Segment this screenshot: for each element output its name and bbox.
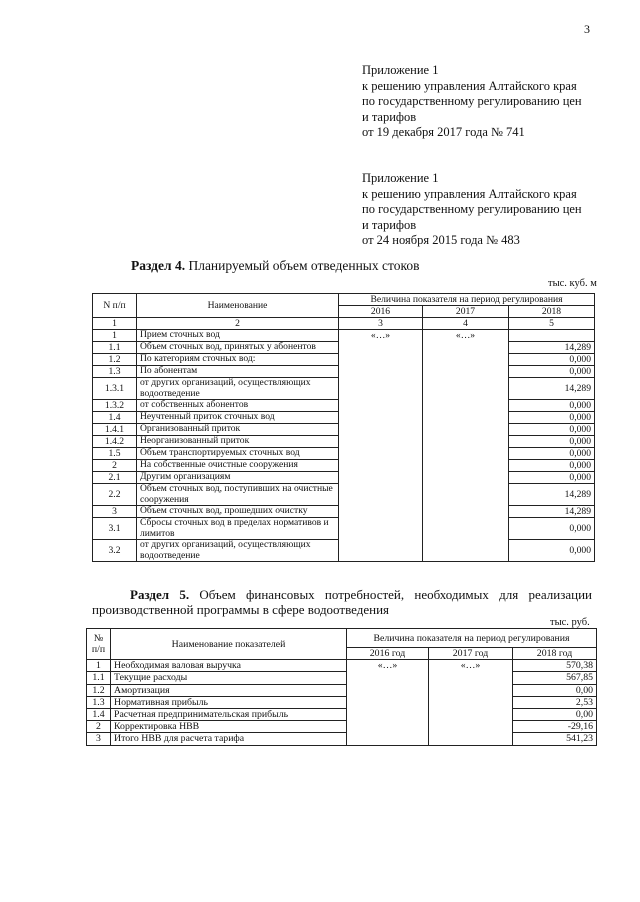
row-num: 2 <box>87 721 111 733</box>
row-name: Объем сточных вод, принятых у абонентов <box>137 342 339 354</box>
row-name: Итого НВВ для расчета тарифа <box>111 733 347 745</box>
row-num: 1.4.1 <box>93 424 137 436</box>
appendix-previous <box>362 171 612 249</box>
row-name: Расчетная предпринимательская прибыль <box>111 708 347 720</box>
section5-label: Раздел 5. <box>130 587 190 602</box>
row-num: 2 <box>93 460 137 472</box>
row-name: Другим организациям <box>137 472 339 484</box>
header-year-2016: 2016 год <box>347 648 429 660</box>
appendix-line: Приложение 1 <box>362 63 439 77</box>
header-year-2017: 2017 <box>423 306 509 318</box>
row-value-2018: 0,00 <box>513 684 597 696</box>
row-value-2018 <box>509 330 595 342</box>
row-value-2018: -29,16 <box>513 721 597 733</box>
value-2017-placeholder: «…» <box>423 330 509 562</box>
appendix-line: Приложение 1 <box>362 171 439 185</box>
row-name: По абонентам <box>137 366 339 378</box>
row-value-2018: 0,00 <box>513 708 597 720</box>
header-year-2018: 2018 год <box>513 648 597 660</box>
row-value-2018: 14,289 <box>509 506 595 518</box>
col-number: 1 <box>93 318 137 330</box>
row-name: Объем сточных вод, поступивших на очистные сооружения <box>137 484 339 506</box>
row-num: 3.2 <box>93 540 137 562</box>
section4-title: Планируемый объем отведенных стоков <box>188 258 420 273</box>
row-name: Текущие расходы <box>111 672 347 684</box>
section5-table <box>86 628 597 746</box>
row-num: 1.3.2 <box>93 400 137 412</box>
row-num: 3.1 <box>93 518 137 540</box>
row-value-2018: 0,000 <box>509 412 595 424</box>
row-num: 1.1 <box>87 672 111 684</box>
row-num: 1.3 <box>87 696 111 708</box>
row-name: Необходимая валовая выручка <box>111 660 347 672</box>
row-num: 1.2 <box>87 684 111 696</box>
header-name: Наименование <box>137 294 339 318</box>
header-value-group: Величина показателя на период регулирования <box>347 629 597 648</box>
section5-heading <box>92 587 592 617</box>
row-name: Объем сточных вод, прошедших очистку <box>137 506 339 518</box>
section4-table <box>92 293 595 562</box>
table-row <box>87 708 597 720</box>
col-number: 5 <box>509 318 595 330</box>
row-value-2018: 0,000 <box>509 540 595 562</box>
row-num: 1 <box>87 660 111 672</box>
row-num: 1.3.1 <box>93 378 137 400</box>
section4-units: тыс. куб. м <box>548 278 597 289</box>
table-row <box>87 696 597 708</box>
appendix-line: по государственному регулированию цен <box>362 202 582 216</box>
row-value-2018: 0,000 <box>509 436 595 448</box>
appendix-line: к решению управления Алтайского края <box>362 78 577 93</box>
row-num: 1.4 <box>93 412 137 424</box>
value-2016-placeholder: «…» <box>339 330 423 562</box>
row-value-2018: 0,000 <box>509 472 595 484</box>
row-num: 2.1 <box>93 472 137 484</box>
section4-heading <box>131 258 419 274</box>
row-num: 1.1 <box>93 342 137 354</box>
row-name: Неучтенный приток сточных вод <box>137 412 339 424</box>
appendix-line: от 19 декабря 2017 года № 741 <box>362 125 525 139</box>
row-value-2018: 0,000 <box>509 518 595 540</box>
header-year-2017: 2017 год <box>429 648 513 660</box>
page-number: 3 <box>584 22 590 36</box>
header-num: № п/п <box>87 629 111 660</box>
col-number: 2 <box>137 318 339 330</box>
table-row <box>87 660 597 672</box>
row-num: 3 <box>93 506 137 518</box>
row-value-2018: 0,000 <box>509 400 595 412</box>
appendix-line: к решению управления Алтайского края <box>362 186 577 201</box>
row-value-2018: 0,000 <box>509 460 595 472</box>
row-value-2018: 567,85 <box>513 672 597 684</box>
row-value-2018: 541,23 <box>513 733 597 745</box>
value-2017-placeholder: «…» <box>429 660 513 745</box>
row-name: от собственных абонентов <box>137 400 339 412</box>
row-name: Объем транспортируемых сточных вод <box>137 448 339 460</box>
col-number: 4 <box>423 318 509 330</box>
appendix-current <box>362 63 612 141</box>
col-number: 3 <box>339 318 423 330</box>
row-name: На собственные очистные сооружения <box>137 460 339 472</box>
row-num: 1.5 <box>93 448 137 460</box>
row-value-2018: 0,000 <box>509 354 595 366</box>
row-value-2018: 14,289 <box>509 484 595 506</box>
row-num: 2.2 <box>93 484 137 506</box>
row-name: По категориям сточных вод: <box>137 354 339 366</box>
row-name: Корректировка НВВ <box>111 721 347 733</box>
table-row <box>87 733 597 745</box>
row-value-2018: 14,289 <box>509 378 595 400</box>
row-value-2018: 0,000 <box>509 424 595 436</box>
row-num: 3 <box>87 733 111 745</box>
row-name: Амортизация <box>111 684 347 696</box>
row-name: Неорганизованный приток <box>137 436 339 448</box>
table-row <box>93 330 595 342</box>
table-row <box>87 721 597 733</box>
row-name: от других организаций, осуществляющих водоотведение <box>137 378 339 400</box>
row-num: 1.3 <box>93 366 137 378</box>
section4-label: Раздел 4. <box>131 258 186 273</box>
section5-units: тыс. руб. <box>550 617 590 628</box>
row-name: Сбросы сточных вод в пределах нормативов и лимитов <box>137 518 339 540</box>
row-value-2018: 0,000 <box>509 366 595 378</box>
row-num: 1.4.2 <box>93 436 137 448</box>
appendix-line: и тарифов <box>362 217 417 232</box>
row-value-2018: 570,38 <box>513 660 597 672</box>
header-name: Наименование показателей <box>111 629 347 660</box>
row-name: Нормативная прибыль <box>111 696 347 708</box>
header-year-2018: 2018 <box>509 306 595 318</box>
table-row <box>87 672 597 684</box>
row-num: 1.4 <box>87 708 111 720</box>
table-row <box>87 684 597 696</box>
value-2016-placeholder: «…» <box>347 660 429 745</box>
header-year-2016: 2016 <box>339 306 423 318</box>
header-num: N п/п <box>93 294 137 318</box>
section5-title: Объем финансовых потребностей, необходимых для реализации производственной программы в сфере водоотведения <box>92 587 593 617</box>
row-value-2018: 0,000 <box>509 448 595 460</box>
row-value-2018: 2,53 <box>513 696 597 708</box>
row-value-2018: 14,289 <box>509 342 595 354</box>
row-name: Прием сточных вод <box>137 330 339 342</box>
row-num: 1 <box>93 330 137 342</box>
row-name: от других организаций, осуществляющих водоотведение <box>137 540 339 562</box>
row-num: 1.2 <box>93 354 137 366</box>
header-value-group: Величина показателя на период регулирования <box>339 294 595 306</box>
appendix-line: по государственному регулированию цен <box>362 94 582 108</box>
row-name: Организованный приток <box>137 424 339 436</box>
appendix-line: и тарифов <box>362 109 417 124</box>
appendix-line: от 24 ноября 2015 года № 483 <box>362 233 520 247</box>
